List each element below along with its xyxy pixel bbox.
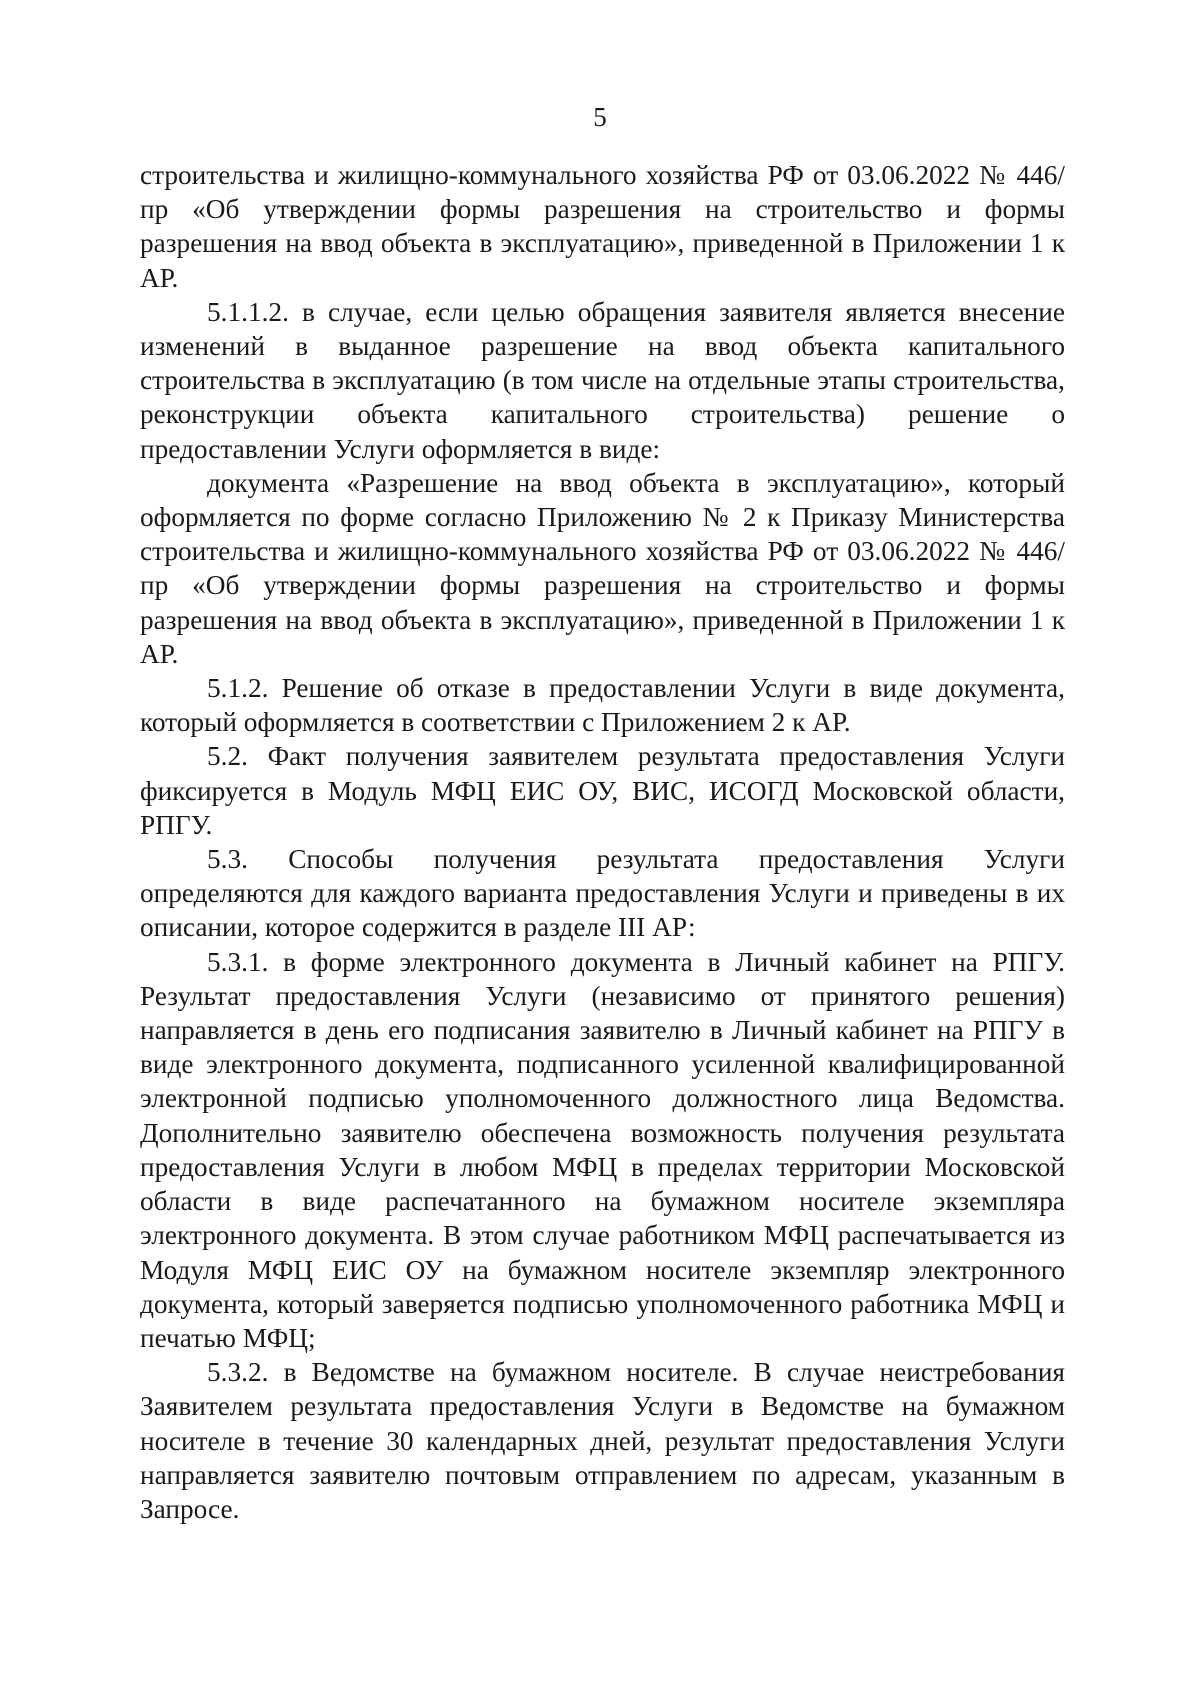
paragraph-5-2: 5.2. Факт получения заявителем результата предоставления Услуги фиксируется в Модуль МФЦ ЕИС ОУ, ВИС, ИСОГД Московской области, РПГУ. bbox=[140, 741, 1065, 840]
paragraph-5-1-2: 5.1.2. Решение об отказе в предоставлении Услуги в виде документа, который оформляется в соответствии с Приложением 2 к АР. bbox=[140, 673, 1065, 738]
paragraph-continuation: строительства и жилищно-коммунального хозяйства РФ от 03.06.2022 № 446/пр «Об утверждении формы разрешения на строительство и формы разрешения на ввод объекта в эксплуатацию», приведенной в Приложении 1 к АР. bbox=[140, 160, 1065, 293]
paragraph-5-3: 5.3. Способы получения результата предоставления Услуги определяются для каждого варианта предоставления Услуги и приведены в их описании, которое содержится в разделе III АР: bbox=[140, 844, 1065, 943]
paragraph-5-3-2: 5.3.2. в Ведомстве на бумажном носителе. В случае неистребования Заявителем результата предоставления Услуги в Ведомстве на бумажном носителе в течение 30 календарных дней, результат предоставления Услуги направляется заявителю почтовым отправлением по адресам, указанным в Запросе. bbox=[140, 1357, 1065, 1524]
paragraph-document-form: документа «Разрешение на ввод объекта в эксплуатацию», который оформляется по форме согласно Приложению № 2 к Приказу Министерства строительства и жилищно-коммунального хозяйства РФ от 03.06.2022 № 446/пр «Об утверждении формы разрешения на строительство и формы разрешения на ввод объекта в эксплуатацию», приведенной в Приложении 1 к АР. bbox=[140, 467, 1065, 669]
paragraph-5-3-1: 5.3.1. в форме электронного документа в Личный кабинет на РПГУ. Результат предоставления Услуги (независимо от принятого решения) направляется в день его подписания заявителю в Личный кабинет на РПГУ в виде электронного документа, подписанного усиленной квалифицированной электронной подписью уполномоченного должностного лица Ведомства. Дополнительно заявителю обеспечена возможность получения результата предоставления Услуги в любом МФЦ в пределах территории Московской области в виде распечатанного на бумажном носителе экземпляра электронного документа. В этом случае работником МФЦ распечатывается из Модуля МФЦ ЕИС ОУ на бумажном носителе экземпляр электронного документа, который заверяется подписью уполномоченного работника МФЦ и печатью МФЦ; bbox=[140, 946, 1065, 1353]
document-body bbox=[140, 158, 1065, 1526]
page-number: 5 bbox=[593, 102, 607, 132]
paragraph-5-1-1-2: 5.1.1.2. в случае, если целью обращения заявителя является внесение изменений в выданное разрешение на ввод объекта капитального строительства в эксплуатацию (в том числе на отдельные этапы строительства, реконструкции объекта капитального строительства) решение о предоставлении Услуги оформляется в виде: bbox=[140, 296, 1065, 464]
